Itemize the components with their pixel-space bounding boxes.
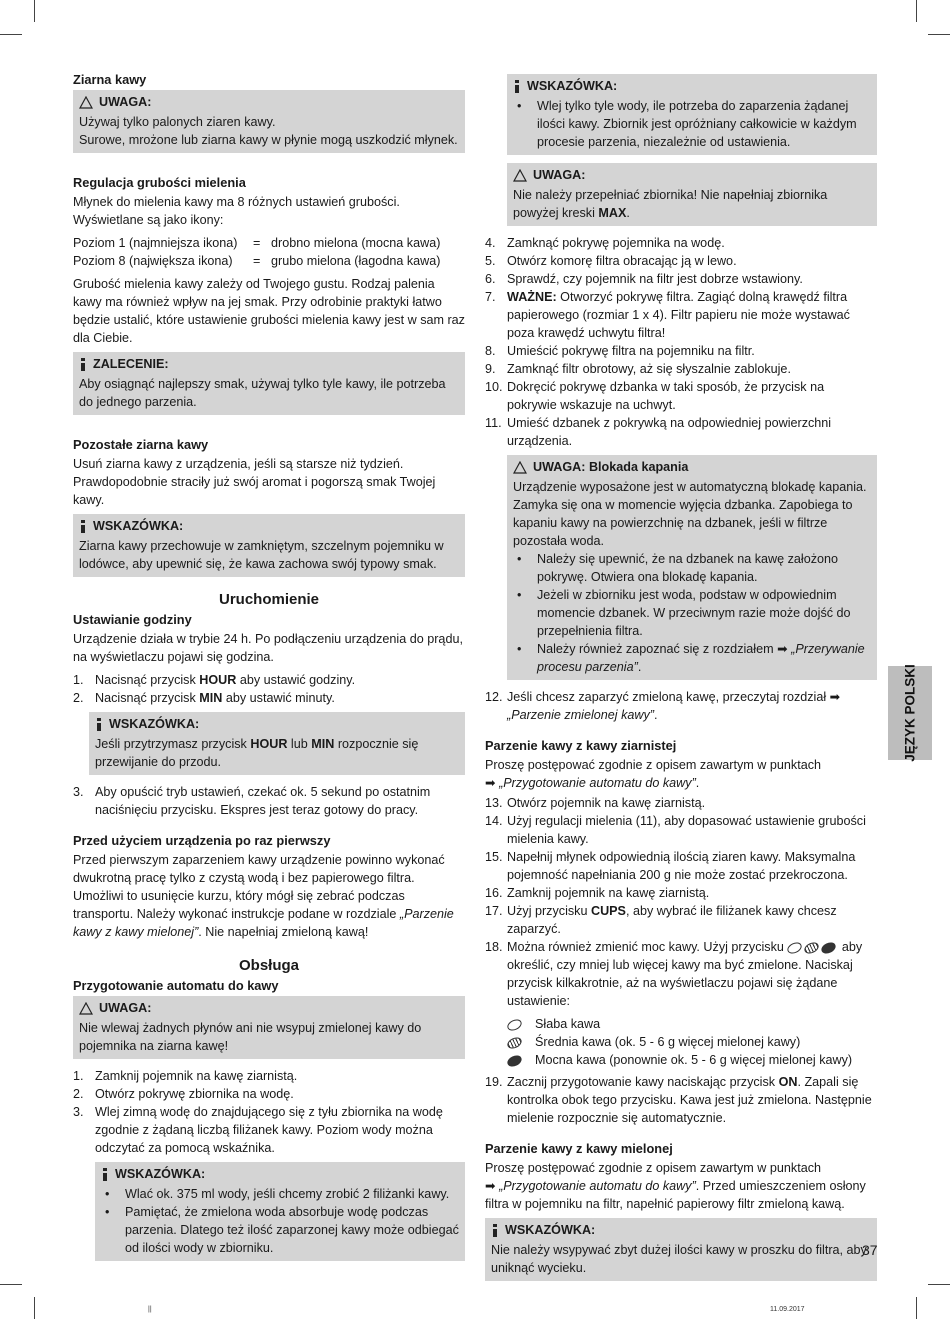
item-number: 3. xyxy=(73,1105,84,1119)
info-icon xyxy=(79,358,87,371)
text: Zamknij pojemnik na kawę ziarnistą. xyxy=(95,1069,298,1083)
warning-title: UWAGA: xyxy=(99,1001,152,1015)
coffee-bean-medium-icon xyxy=(803,940,821,955)
left-column xyxy=(73,66,465,1269)
key-label: MIN xyxy=(311,737,335,751)
text: Wlać ok. 375 ml wody, jeśli chcemy zrobić 2 filiżanki kawy. xyxy=(125,1187,450,1201)
paragraph: Usuń ziarna kawy z urządzenia, jeśli są starsze niż tydzień. Prawdopodobnie straciły już swój aromat i pogorszą smak Twojej kawy. xyxy=(73,457,436,507)
text: aby ustawić godziny. xyxy=(236,673,356,687)
tip-box xyxy=(73,514,465,577)
section-title: Ustawianie godziny xyxy=(73,612,192,627)
arrow-right-icon: ➡ xyxy=(777,642,788,656)
item-number: 6. xyxy=(485,272,496,286)
tip-title: WSKAZÓWKA: xyxy=(505,1223,596,1237)
paragraph: Urządzenie działa w trybie 24 h. Po podłączeniu urządzenia do prądu, na wyświetlaczu pojawi się godzina. xyxy=(73,632,463,664)
list-item xyxy=(73,689,465,707)
text: Średnia kawa (ok. 5 - 6 g więcej mielonej kawy) xyxy=(535,1035,801,1049)
section-title: Regulacja grubości mielenia xyxy=(73,175,246,190)
steps-list xyxy=(73,1067,465,1157)
item-number: 11. xyxy=(485,416,502,430)
text: Nacisnąć przycisk xyxy=(95,691,200,705)
list-item xyxy=(485,360,877,378)
text: Otwórz komorę filtra obracając ją w lewo. xyxy=(507,254,737,268)
item-number: 16. xyxy=(485,886,503,900)
list-item xyxy=(73,671,465,689)
text: aby ustawić minuty. xyxy=(222,691,335,705)
item-number: 3. xyxy=(73,785,84,799)
page-number: 37 xyxy=(862,1242,878,1258)
footer-date: 11.09.2017 xyxy=(770,1306,805,1313)
tip-title: WSKAZÓWKA: xyxy=(109,717,200,731)
tip-title: WSKAZÓWKA: xyxy=(527,79,618,93)
text: Jeśli chcesz zaparzyć zmieloną kawę, przeczytaj rozdział xyxy=(507,690,830,704)
steps-list xyxy=(485,234,877,450)
list-item xyxy=(73,1067,465,1085)
text: aby określić, czy mniej lub więcej kawy ma być zmielone. Naciskaj przycisk kilkakrotnie, aż na wyświetlaczu pojawi się żądane ustawienie: xyxy=(507,940,863,1008)
warning-text: Urządzenie wyposażone jest w automatyczną blokadę kapania. Zamyka się ona w momencie wyjęcia dzbanka. Zapobiega to kapaniu kawy na powierzchnię na dzbanek, jeśli w filtrze pozostała woda. xyxy=(513,480,867,548)
bullet: • xyxy=(105,1205,110,1219)
equals-sign: = xyxy=(253,236,261,250)
coffee-bean-light-icon xyxy=(786,940,804,955)
tip-box xyxy=(485,1218,877,1281)
text: Przed pierwszym zaparzeniem kawy urządzenie powinno wykonać dwukrotną pracę tylko z czystą wodą i bez papierowego filtra. Umożliwi to usunięcie kurzu, który mógł się zebrać podczas transportu. Należy wykonać instrukcje podane w rozdziale xyxy=(73,853,445,921)
tip-title: WSKAZÓWKA: xyxy=(115,1167,206,1181)
item-number: 14. xyxy=(485,814,503,828)
bullet-item xyxy=(517,640,871,676)
item-number: 13. xyxy=(485,796,503,810)
text: Zamknąć filtr obrotowy, aż się słyszalnie zablokuje. xyxy=(507,362,791,376)
chapter-reference: „Parzenie zmielonej kawy” xyxy=(507,708,654,722)
key-label: ON xyxy=(778,1075,798,1089)
warning-box xyxy=(73,90,465,153)
bullet-item xyxy=(517,586,871,640)
paragraph xyxy=(485,1159,877,1213)
crop-mark xyxy=(34,1297,35,1319)
arrow-right-icon: ➡ xyxy=(829,690,841,704)
key-label: HOUR xyxy=(250,737,288,751)
text: Proszę postępować zgodnie z opisem zawartym w punktach xyxy=(485,758,821,772)
tip-title: ZALECENIE: xyxy=(93,357,169,371)
text: Wlej zimną wodę do znajdującego się z tyłu zbiornika na wodę zgodnie z żądaną liczbą filiżanek kawy. Poziom wody można odczytać za pomocą wskaźnika. xyxy=(95,1105,443,1155)
level-label: Poziom 8 (największa ikona) xyxy=(73,254,233,268)
info-icon xyxy=(95,718,103,731)
section-title: Przed użyciem urządzenia po raz pierwszy xyxy=(73,833,331,848)
bullet: • xyxy=(517,642,522,656)
language-side-tab xyxy=(888,666,932,760)
warning-triangle-icon xyxy=(513,169,527,182)
section-title: Przygotowanie automatu do kawy xyxy=(73,978,279,993)
level-label: Poziom 1 (najmniejsza ikona) xyxy=(73,236,238,250)
item-number: 9. xyxy=(485,362,496,376)
bullet-item xyxy=(517,550,871,586)
footer-mark: || xyxy=(148,1306,152,1313)
text: Pamiętać, że zmielona woda absorbuje wodę podczas parzenia. Dlatego też ilość zaparzonej kawy może odbiegać od ilości wody w zbiorniku. xyxy=(125,1205,459,1255)
text: Zamknąć pokrywę pojemnika na wodę. xyxy=(507,236,725,250)
tip-box xyxy=(507,74,877,155)
chapter-heading: Uruchomienie xyxy=(218,591,320,608)
list-item xyxy=(485,378,877,414)
warning-box xyxy=(507,163,877,226)
crop-mark xyxy=(928,34,950,35)
crop-mark xyxy=(34,0,35,22)
list-item xyxy=(485,1073,877,1127)
text: . xyxy=(626,206,630,220)
right-column xyxy=(485,74,877,1289)
text: Wlej tylko tyle wody, ile potrzeba do zaparzenia żądanej ilości kawy. Zbiornik jest opróżniany całkowicie w każdym procesie parzenia, niezależnie od ustawienia. xyxy=(537,99,857,149)
warning-triangle-icon xyxy=(513,461,527,474)
arrow-right-icon: ➡ xyxy=(485,1179,496,1193)
tip-text: Aby osiągnąć najlepszy smak, używaj tylko tyle kawy, ile potrzeba do jednego parzenia. xyxy=(79,377,446,409)
warning-box xyxy=(73,996,465,1059)
list-item xyxy=(73,1085,465,1103)
text: . Przed umieszczeniem osłony filtra w pojemniku na filtr, napełnić papierowy filtr zmieloną kawą. xyxy=(485,1179,866,1211)
warning-triangle-icon xyxy=(79,96,93,109)
text: Nie należy przepełniać zbiornika! Nie napełniaj zbiornika powyżej kreski xyxy=(513,188,828,220)
tip-box xyxy=(95,1162,465,1261)
tip-box xyxy=(73,352,465,415)
text: . xyxy=(637,660,642,674)
section-title: Parzenie kawy z kawy ziarnistej xyxy=(485,738,677,753)
crop-mark xyxy=(928,1284,950,1285)
list-item xyxy=(73,1103,465,1157)
text: Użyj przycisku xyxy=(507,904,591,918)
list-item xyxy=(485,688,877,724)
text: . Nie napełniaj zmieloną kawą! xyxy=(198,925,369,939)
item-number: 8. xyxy=(485,344,496,358)
list-item xyxy=(485,252,877,270)
coffee-bean-strong-icon xyxy=(506,1053,524,1068)
equals-sign: = xyxy=(253,254,261,268)
warning-text: Nie wlewaj żadnych płynów ani nie wsypuj zmielonej kawy do pojemnika na ziarna kawę! xyxy=(79,1021,422,1053)
item-number: 17. xyxy=(485,904,503,918)
text: Otwórz pokrywę zbiornika na wodę. xyxy=(95,1087,294,1101)
text: Dokręcić pokrywę dzbanka w taki sposób, że przycisk na pokrywie wskazuje na uchwyt. xyxy=(507,380,825,412)
warning-box xyxy=(507,455,877,680)
chapter-heading: Obsługa xyxy=(238,957,299,974)
text: Jeśli przytrzymasz przycisk xyxy=(95,737,251,751)
tip-title: WSKAZÓWKA: xyxy=(93,519,184,533)
text: Słaba kawa xyxy=(535,1017,601,1031)
level-desc: drobno mielona (mocna kawa) xyxy=(271,236,441,250)
tip-text: Nie należy wsypywać zbyt dużej ilości kawy w proszku do filtra, aby uniknąć wycieku. xyxy=(491,1243,867,1275)
coffee-bean-medium-icon xyxy=(506,1035,524,1050)
text: , aby wybrać ile filiżanek kawy chcesz zaparzyć. xyxy=(507,904,837,936)
bullet: • xyxy=(517,99,522,113)
bullet: • xyxy=(105,1187,110,1201)
list-item xyxy=(73,783,465,819)
info-icon xyxy=(79,520,87,533)
bullet-item xyxy=(517,97,871,151)
warning-text: Surowe, mrożone lub ziarna kawy w płynie mogą uszkodzić młynek. xyxy=(79,133,458,147)
strength-option xyxy=(507,1051,877,1069)
paragraph: Młynek do mielenia kawy ma 8 różnych ustawień grubości. Wyświetlane są jako ikony: xyxy=(73,195,400,227)
bullet: • xyxy=(517,588,522,602)
tip-text: Ziarna kawy przechowuje w zamkniętym, szczelnym pojemniku w lodówce, aby upewnić się, że kawa zachowa swój typowy smak. xyxy=(79,539,444,571)
list-item xyxy=(485,794,877,812)
text: Zacznij przygotowanie kawy naciskając przycisk xyxy=(507,1075,779,1089)
paragraph xyxy=(73,851,465,941)
item-number: 12. xyxy=(485,690,503,704)
key-label: CUPS xyxy=(590,904,626,918)
list-item xyxy=(485,884,877,902)
item-number: 15. xyxy=(485,850,503,864)
item-number: 19. xyxy=(485,1075,503,1089)
item-number: 18. xyxy=(485,940,503,954)
item-number: 2. xyxy=(73,1087,84,1101)
text: Proszę postępować zgodnie z opisem zawartym w punktach xyxy=(485,1161,821,1175)
tip-box xyxy=(89,712,465,775)
text: . Zapali się kontrolka obok tego przycisku. Kawa jest już zmielona. Następnie mielenie rozpocznie się automatycznie. xyxy=(507,1075,872,1125)
strength-option xyxy=(507,1015,877,1033)
text: Umieścić pokrywę filtra na pojemniku na filtr. xyxy=(507,344,755,358)
text: rozpocznie się przewijanie do przodu. xyxy=(95,737,419,769)
info-icon xyxy=(101,1168,109,1181)
text: Sprawdź, czy pojemnik na filtr jest dobrze wstawiony. xyxy=(507,272,803,286)
key-label: MIN xyxy=(199,691,223,705)
list-item xyxy=(485,288,877,342)
crop-mark xyxy=(0,1284,22,1285)
text: Otwórz pojemnik na kawę ziarnistą. xyxy=(507,796,706,810)
item-number: 7. xyxy=(485,290,496,304)
text: . xyxy=(695,776,700,790)
level-desc: grubo mielona (łagodna kawa) xyxy=(271,254,441,268)
tip-text xyxy=(95,735,459,771)
section-title: Pozostałe ziarna kawy xyxy=(73,437,209,452)
steps-list xyxy=(73,671,465,707)
list-item xyxy=(485,938,877,1010)
chapter-reference: „Przerywanie procesu parzenia” xyxy=(537,642,865,674)
paragraph xyxy=(485,756,877,792)
item-number: 1. xyxy=(73,673,84,687)
text: Nacisnąć przycisk xyxy=(95,673,200,687)
list-item xyxy=(485,848,877,884)
text: Mocna kawa (ponownie ok. 5 - 6 g więcej mielonej kawy) xyxy=(535,1053,853,1067)
text: Otworzyć pokrywę filtra. Zagiąć dolną krawędź filtra papierowego (rozmiar 1 x 4). Filtr papieru nie może wystawać poza krawędź uchwytu filtra! xyxy=(507,290,850,340)
list-item xyxy=(485,812,877,848)
key-label: MAX xyxy=(598,206,627,220)
text: lub xyxy=(287,737,312,751)
section-title: Ziarna kawy xyxy=(73,72,147,87)
list-item xyxy=(485,234,877,252)
strength-option xyxy=(507,1033,877,1051)
info-icon xyxy=(491,1224,499,1237)
crop-mark xyxy=(916,1297,917,1319)
item-number: 1. xyxy=(73,1069,84,1083)
list-item xyxy=(485,902,877,938)
bullet-item xyxy=(105,1203,459,1257)
section-title: Parzenie kawy z kawy mielonej xyxy=(485,1141,673,1156)
crop-mark xyxy=(0,34,22,35)
coffee-bean-strong-icon xyxy=(820,940,838,955)
text: Można również zmienić moc kawy. Użyj przycisku xyxy=(507,940,788,954)
key-label: HOUR xyxy=(199,673,237,687)
item-number: 10. xyxy=(485,380,503,394)
text: Należy również zapoznać się z rozdziałem xyxy=(537,642,778,656)
list-item xyxy=(485,342,877,360)
grind-levels xyxy=(73,234,465,270)
text: Umieść dzbanek z pokrywką na odpowiedniej powierzchni urządzenia. xyxy=(507,416,832,448)
item-number: 2. xyxy=(73,691,84,705)
text: . xyxy=(653,708,658,722)
important-label: WAŻNE: xyxy=(507,290,557,304)
crop-mark xyxy=(916,0,917,22)
info-icon xyxy=(513,80,521,93)
list-item xyxy=(485,414,877,450)
bullet: • xyxy=(517,552,522,566)
warning-title: UWAGA: xyxy=(99,95,152,109)
text: Użyj regulacji mielenia (11), aby dopasować ustawienie grubości mielenia kawy. xyxy=(507,814,866,846)
list-item xyxy=(485,270,877,288)
chapter-reference: „Parzenie kawy z kawy mielonej” xyxy=(73,907,454,939)
item-number: 5. xyxy=(485,254,496,268)
warning-title: UWAGA: Blokada kapania xyxy=(533,460,689,474)
bullet-item xyxy=(105,1185,459,1203)
item-number: 4. xyxy=(485,236,496,250)
language-label: JĘZYK POLSKI xyxy=(902,664,918,762)
chapter-reference: „Przygotowanie automatu do kawy” xyxy=(499,1179,696,1193)
warning-text: Używaj tylko palonych ziaren kawy. xyxy=(79,115,276,129)
text: Jeżeli w zbiorniku jest woda, podstaw w odpowiednim momencie dzbanek. W przeciwnym razie może dojść do przepełnienia filtra. xyxy=(537,588,851,638)
warning-title: UWAGA: xyxy=(533,168,586,182)
text: Aby opuścić tryb ustawień, czekać ok. 5 sekund po ostatnim naciśnięciu przycisku. Ekspres jest teraz gotowy do pracy. xyxy=(95,785,431,817)
arrow-right-icon: ➡ xyxy=(485,776,496,790)
warning-text xyxy=(513,186,871,222)
steps-list xyxy=(485,794,877,1010)
text: Napełnij młynek odpowiednią ilością ziaren kawy. Maksymalna pojemność napełniania 200 g nie może zostać przekroczona. xyxy=(507,850,856,882)
chapter-reference: „Przygotowanie automatu do kawy” xyxy=(499,776,696,790)
paragraph: Grubość mielenia kawy zależy od Twojego gustu. Rodzaj palenia kawy ma również wpływ na jej smak. Przy odrobinie praktyki łatwo będzie ustalić, które ustawienie grubości mielenia kawy jest w sam raz dla Ciebie. xyxy=(73,277,465,345)
text: Zamknij pojemnik na kawę ziarnistą. xyxy=(507,886,710,900)
warning-triangle-icon xyxy=(79,1002,93,1015)
coffee-bean-light-icon xyxy=(506,1017,524,1032)
text: Należy się upewnić, że na dzbanek na kawę założono pokrywę. Otwiera ona blokadę kapania. xyxy=(537,552,839,584)
